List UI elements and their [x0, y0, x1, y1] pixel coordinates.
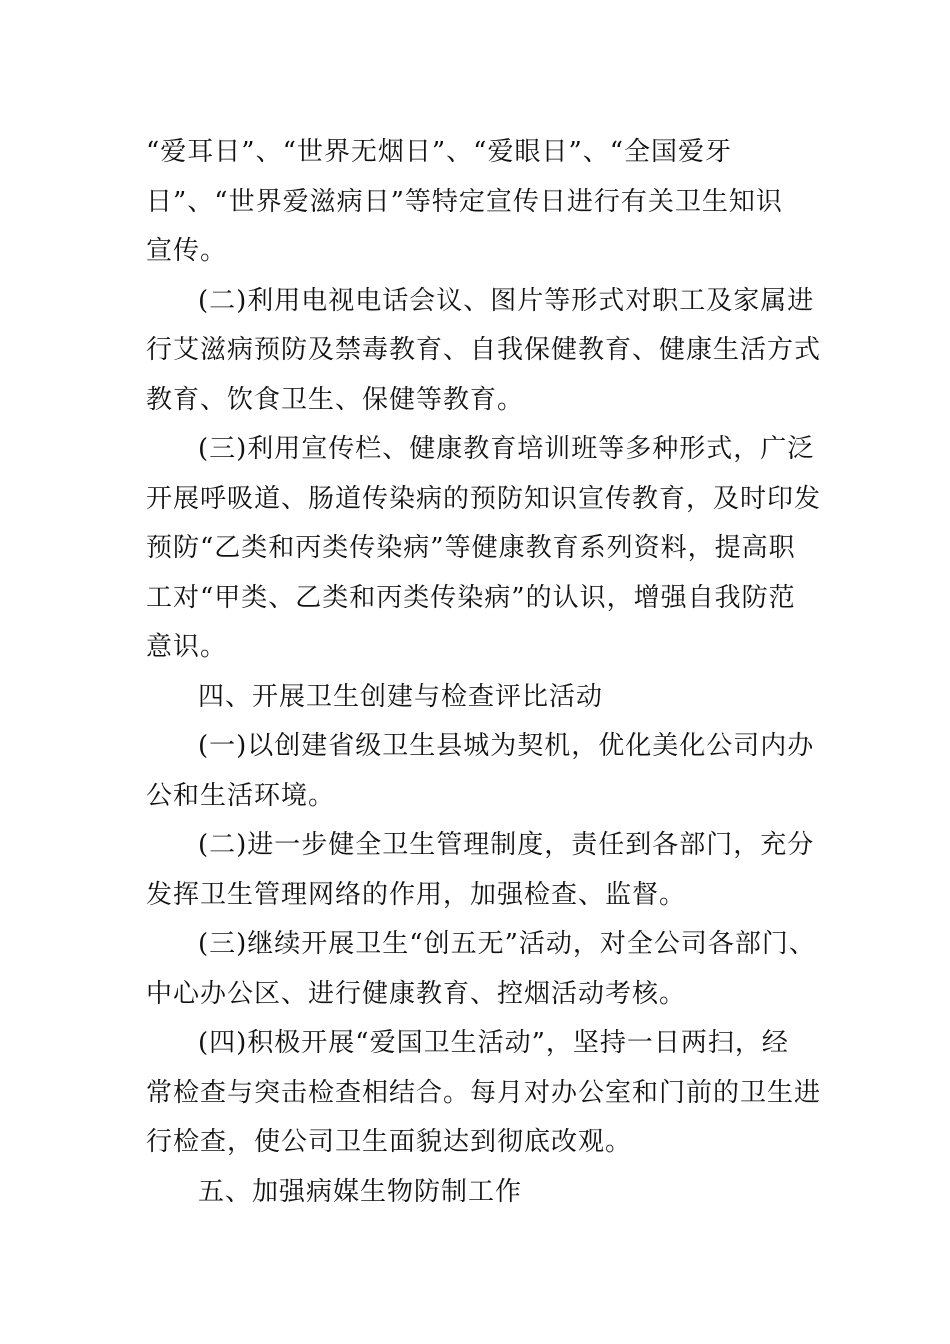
paragraph-item-1-sanitation-city [146, 722, 826, 821]
text-line: 日”、“世界爱滋病日”等特定宣传日进行有关卫生知识 [146, 186, 783, 217]
text-line: 常检查与突击检查相结合。每月对办公室和门前的卫生进 [146, 1077, 822, 1108]
text-line: 开展呼吸道、肠道传染病的预防知识宣传教育，及时印发 [146, 483, 822, 514]
text-line: 宣传。 [146, 236, 228, 266]
text-line: 意识。 [146, 632, 228, 662]
text-line: 工对“甲类、乙类和丙类传染病”的认识，增强自我防范 [146, 582, 796, 613]
text-line: (二)利用电视电话会议、图片等形式对职工及家属进 [198, 285, 815, 316]
text-line: 发挥卫生管理网络的作用，加强检查、监督。 [146, 879, 687, 910]
section-heading-5 [146, 1168, 826, 1218]
text-line: (四)积极开展“爱国卫生活动”，坚持一日两扫，经 [198, 1028, 789, 1058]
section-heading-text: 五、加强病媒生物防制工作 [198, 1176, 523, 1207]
text-line: 行艾滋病预防及禁毒教育、自我保健教育、健康生活方式 [146, 335, 822, 365]
section-heading-text: 四、开展卫生创建与检查评比活动 [198, 681, 604, 712]
text-line: (二)进一步健全卫生管理制度，责任到各部门，充分 [198, 830, 815, 860]
text-line: (三)继续开展卫生“创五无”活动，对全公司各部门、 [198, 929, 816, 959]
text-line: 中心办公区、进行健康教育、控烟活动考核。 [146, 978, 687, 1009]
text-line: 公和生活环境。 [146, 780, 336, 811]
text-line: 行检查，使公司卫生面貌达到彻底改观。 [146, 1127, 633, 1157]
text-line: 教育、饮食卫生、保健等教育。 [146, 384, 525, 415]
paragraph-item-3-five-no [146, 920, 826, 1019]
paragraph-awareness-days [146, 128, 826, 277]
text-line: “爱耳日”、“世界无烟日”、“爱眼日”、“全国爱牙 [146, 137, 733, 167]
document-body [146, 128, 826, 1217]
text-line: (三)利用宣传栏、健康教育培训班等多种形式，广泛 [198, 434, 815, 464]
paragraph-item-4-patriotic-health [146, 1019, 826, 1168]
text-line: 预防“乙类和丙类传染病”等健康教育系列资料，提高职 [146, 533, 796, 563]
paragraph-item-2-education [146, 277, 826, 426]
section-heading-4 [146, 673, 826, 723]
paragraph-item-3-infectious-disease [146, 425, 826, 673]
paragraph-item-2-management [146, 821, 826, 920]
text-line: (一)以创建省级卫生县城为契机，优化美化公司内办 [198, 731, 815, 761]
